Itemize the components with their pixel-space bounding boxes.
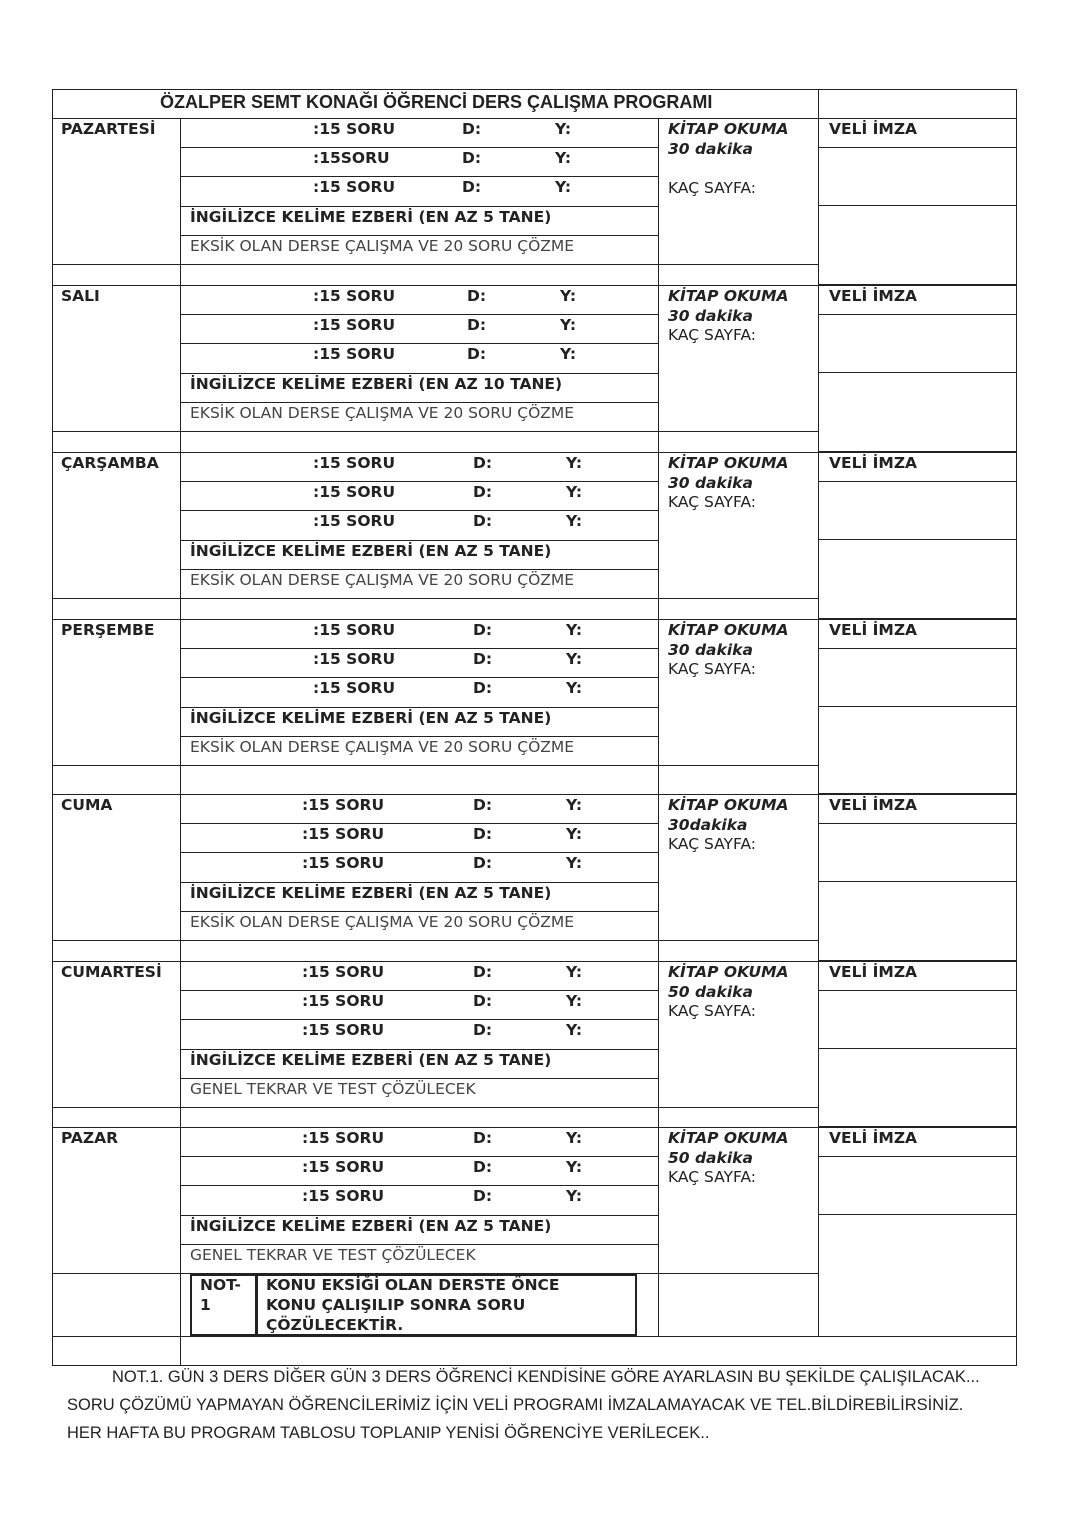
parent-sign-box [818, 990, 1017, 1049]
question-count: :15 SORU [313, 178, 396, 197]
day-name: CUMA [61, 796, 113, 814]
last-row-cell [180, 1336, 1017, 1366]
task-row [180, 510, 659, 540]
correct-label: D: [462, 178, 482, 197]
wrong-label: Y: [560, 316, 577, 335]
question-count: :15 SORU [302, 1187, 385, 1206]
wrong-label: Y: [555, 120, 572, 138]
spacer-cell [658, 765, 819, 795]
correct-label: D: [473, 825, 493, 844]
day-cell [52, 452, 181, 599]
question-count: :15 SORU [302, 796, 385, 814]
title-side-cell [818, 89, 1017, 119]
note-label-2: 1 [200, 1296, 211, 1314]
correct-label: D: [467, 316, 487, 335]
parent-sign-label: VELİ İMZA [829, 454, 918, 472]
reading-label: KİTAP OKUMA [668, 287, 789, 305]
question-count: :15 SORU [302, 963, 385, 981]
day-name: PAZAR [61, 1129, 119, 1147]
parent-sign-box [818, 314, 1017, 373]
parent-sign-box [818, 1214, 1017, 1337]
wrong-label: Y: [566, 992, 583, 1011]
task-row [180, 1019, 659, 1049]
parent-sign-box [818, 706, 1017, 794]
pages-label: KAÇ SAYFA: [668, 835, 757, 853]
pages-label: KAÇ SAYFA: [668, 1002, 757, 1020]
reading-label: KİTAP OKUMA [668, 454, 789, 472]
correct-label: D: [473, 1187, 493, 1206]
day-cell [52, 118, 181, 265]
wrong-label: Y: [555, 149, 572, 168]
spacer-cell [180, 264, 659, 286]
study-task: EKSİK OLAN DERSE ÇALIŞMA VE 20 SORU ÇÖZME [190, 737, 575, 756]
task-row [180, 1185, 659, 1215]
spacer-cell [52, 264, 181, 286]
correct-label: D: [473, 512, 493, 531]
correct-label: D: [473, 963, 493, 981]
footer-note-1: NOT.1. GÜN 3 DERS DİĞER GÜN 3 DERS ÖĞRENCİ KENDİSİNE GÖRE AYARLASIN BU ŞEKİLDE ÇALIŞILACAK... [112, 1368, 980, 1386]
spacer-cell [180, 431, 659, 453]
correct-label: D: [473, 796, 493, 814]
wrong-label: Y: [566, 1158, 583, 1177]
task-row [180, 990, 659, 1020]
task-row [180, 314, 659, 344]
wrong-label: Y: [566, 854, 583, 873]
study-task: EKSİK OLAN DERSE ÇALIŞMA VE 20 SORU ÇÖZME [190, 403, 575, 422]
study-task: GENEL TEKRAR VE TEST ÇÖZÜLECEK [190, 1245, 476, 1264]
day-name: SALI [61, 287, 100, 305]
wrong-label: Y: [566, 1187, 583, 1206]
wrong-label: Y: [566, 679, 583, 698]
question-count: :15 SORU [313, 345, 396, 364]
task-row [180, 176, 659, 206]
wrong-label: Y: [566, 454, 583, 472]
parent-sign-box [818, 881, 1017, 961]
pages-label: KAÇ SAYFA: [668, 326, 757, 344]
correct-label: D: [473, 679, 493, 698]
question-count: :15 SORU [313, 512, 396, 531]
task-row [180, 852, 659, 882]
question-count: :15 SORU [302, 854, 385, 873]
english-vocab-task: İNGİLİZCE KELİME EZBERİ (EN AZ 5 TANE) [190, 883, 552, 902]
parent-sign-label: VELİ İMZA [829, 120, 918, 138]
day-cell [52, 961, 181, 1108]
parent-sign-box [818, 539, 1017, 619]
spacer-cell [52, 431, 181, 453]
parent-sign-box [818, 147, 1017, 206]
parent-sign-box [818, 372, 1017, 452]
reading-label: KİTAP OKUMA [668, 621, 789, 639]
question-count: :15 SORU [313, 454, 396, 472]
question-count: :15SORU [313, 149, 390, 168]
wrong-label: Y: [566, 963, 583, 981]
parent-sign-label: VELİ İMZA [829, 621, 918, 639]
pages-label: KAÇ SAYFA: [668, 660, 757, 678]
wrong-label: Y: [566, 1129, 583, 1147]
english-vocab-task: İNGİLİZCE KELİME EZBERİ (EN AZ 5 TANE) [190, 708, 552, 727]
question-count: :15 SORU [313, 483, 396, 502]
question-count: :15 SORU [302, 992, 385, 1011]
parent-sign-label: VELİ İMZA [829, 963, 918, 981]
correct-label: D: [473, 1129, 493, 1147]
correct-label: D: [462, 149, 482, 168]
task-row [180, 343, 659, 373]
study-task: EKSİK OLAN DERSE ÇALIŞMA VE 20 SORU ÇÖZME [190, 912, 575, 931]
english-vocab-task: İNGİLİZCE KELİME EZBERİ (EN AZ 5 TANE) [190, 1050, 552, 1069]
parent-sign-label: VELİ İMZA [829, 1129, 918, 1147]
pages-label: KAÇ SAYFA: [668, 493, 757, 511]
wrong-label: Y: [566, 796, 583, 814]
spacer-cell [52, 598, 181, 620]
note-text-2: KONU ÇALIŞILIP SONRA SORU [266, 1296, 526, 1314]
reading-label: KİTAP OKUMA [668, 796, 789, 814]
english-vocab-task: İNGİLİZCE KELİME EZBERİ (EN AZ 10 TANE) [190, 374, 563, 393]
note-text-3: ÇÖZÜLECEKTİR. [266, 1316, 404, 1334]
spacer-cell [180, 940, 659, 962]
question-count: :15 SORU [313, 120, 396, 138]
spacer-cell [658, 1107, 819, 1128]
correct-label: D: [473, 1158, 493, 1177]
day-name: PERŞEMBE [61, 621, 155, 639]
question-count: :15 SORU [313, 287, 396, 305]
spacer-cell [180, 598, 659, 620]
question-count: :15 SORU [302, 1021, 385, 1040]
wrong-label: Y: [566, 650, 583, 669]
question-count: :15 SORU [313, 316, 396, 335]
day-cell [52, 1127, 181, 1274]
correct-label: D: [467, 345, 487, 364]
spacer-cell [52, 765, 181, 795]
reading-minutes: 30 dakika [668, 474, 753, 492]
parent-sign-box [818, 205, 1017, 285]
day-name: PAZARTESİ [61, 120, 156, 138]
question-count: :15 SORU [302, 1158, 385, 1177]
note-row-day-cell [52, 1273, 181, 1337]
day-cell [52, 794, 181, 941]
task-row [180, 1156, 659, 1186]
study-task: GENEL TEKRAR VE TEST ÇÖZÜLECEK [190, 1079, 476, 1098]
spacer-cell [180, 765, 659, 795]
reading-minutes: 50 dakika [668, 983, 753, 1001]
question-count: :15 SORU [313, 621, 396, 639]
parent-sign-box [818, 1156, 1017, 1215]
spacer-cell [658, 940, 819, 962]
day-cell [52, 619, 181, 766]
english-vocab-task: İNGİLİZCE KELİME EZBERİ (EN AZ 5 TANE) [190, 207, 552, 226]
spacer-cell [658, 431, 819, 453]
question-count: :15 SORU [313, 679, 396, 698]
last-row-day-cell [52, 1336, 181, 1366]
correct-label: D: [473, 1021, 493, 1040]
page-title: ÖZALPER SEMT KONAĞI ÖĞRENCİ DERS ÇALIŞMA PROGRAMI [160, 92, 713, 112]
correct-label: D: [473, 454, 493, 472]
correct-label: D: [473, 854, 493, 873]
question-count: :15 SORU [302, 825, 385, 844]
day-name: ÇARŞAMBA [61, 454, 159, 472]
task-row [180, 823, 659, 853]
reading-label: KİTAP OKUMA [668, 1129, 789, 1147]
correct-label: D: [473, 483, 493, 502]
parent-sign-label: VELİ İMZA [829, 287, 918, 305]
footer-note-3: HER HAFTA BU PROGRAM TABLOSU TOPLANIP YENİSİ ÖĞRENCİYE VERİLECEK.. [67, 1424, 710, 1442]
task-row [180, 147, 659, 177]
task-row [180, 481, 659, 511]
wrong-label: Y: [566, 825, 583, 844]
note-row-kitap-cell [658, 1273, 819, 1337]
task-row [180, 285, 659, 315]
spacer-cell [52, 940, 181, 962]
reading-minutes: 30 dakika [668, 641, 753, 659]
wrong-label: Y: [560, 287, 577, 305]
pages-label: KAÇ SAYFA: [668, 179, 757, 197]
task-row [180, 118, 659, 148]
correct-label: D: [467, 287, 487, 305]
wrong-label: Y: [566, 621, 583, 639]
reading-label: KİTAP OKUMA [668, 963, 789, 981]
reading-minutes: 30 dakika [668, 307, 753, 325]
task-row [180, 619, 659, 649]
correct-label: D: [473, 650, 493, 669]
task-row [180, 452, 659, 482]
task-row [180, 648, 659, 678]
reading-label: KİTAP OKUMA [668, 120, 789, 138]
wrong-label: Y: [566, 483, 583, 502]
reading-minutes: 30dakika [668, 816, 748, 834]
parent-sign-box [818, 481, 1017, 540]
question-count: :15 SORU [302, 1129, 385, 1147]
spacer-cell [658, 598, 819, 620]
correct-label: D: [473, 992, 493, 1011]
study-task: EKSİK OLAN DERSE ÇALIŞMA VE 20 SORU ÇÖZME [190, 236, 575, 255]
parent-sign-label: VELİ İMZA [829, 796, 918, 814]
note-text-1: KONU EKSİĞİ OLAN DERSTE ÖNCE [266, 1276, 560, 1294]
pages-label: KAÇ SAYFA: [668, 1168, 757, 1186]
wrong-label: Y: [566, 512, 583, 531]
correct-label: D: [462, 120, 482, 138]
wrong-label: Y: [566, 1021, 583, 1040]
task-row [180, 1127, 659, 1157]
day-cell [52, 285, 181, 432]
spacer-cell [52, 1107, 181, 1128]
parent-sign-box [818, 648, 1017, 707]
english-vocab-task: İNGİLİZCE KELİME EZBERİ (EN AZ 5 TANE) [190, 541, 552, 560]
wrong-label: Y: [560, 345, 577, 364]
task-row [180, 961, 659, 991]
reading-minutes: 50 dakika [668, 1149, 753, 1167]
wrong-label: Y: [555, 178, 572, 197]
parent-sign-box [818, 1048, 1017, 1127]
question-count: :15 SORU [313, 650, 396, 669]
task-row [180, 794, 659, 824]
correct-label: D: [473, 621, 493, 639]
parent-sign-box [818, 823, 1017, 882]
day-name: CUMARTESİ [61, 963, 162, 981]
english-vocab-task: İNGİLİZCE KELİME EZBERİ (EN AZ 5 TANE) [190, 1216, 552, 1235]
task-row [180, 677, 659, 707]
reading-minutes: 30 dakika [668, 140, 753, 158]
spacer-cell [658, 264, 819, 286]
spacer-cell [180, 1107, 659, 1128]
note-label-1: NOT- [200, 1276, 241, 1294]
study-task: EKSİK OLAN DERSE ÇALIŞMA VE 20 SORU ÇÖZME [190, 570, 575, 589]
footer-note-2: SORU ÇÖZÜMÜ YAPMAYAN ÖĞRENCİLERİMİZ İÇİN VELİ PROGRAMI İMZALAMAYACAK VE TEL.BİLDİREBİLİRSİNİZ. [67, 1396, 964, 1414]
